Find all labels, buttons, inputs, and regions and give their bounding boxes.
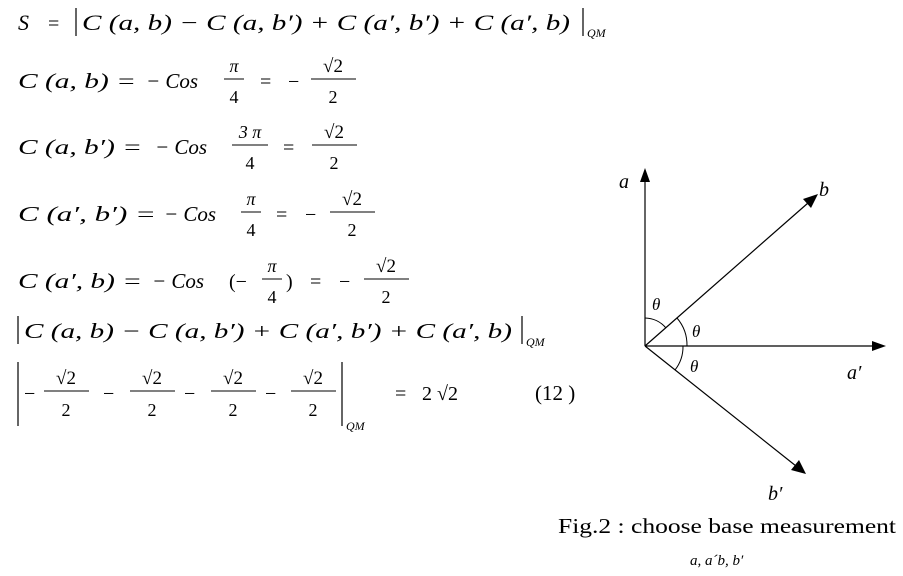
eq2-operator: − Cos	[146, 69, 199, 93]
equation-line-4	[18, 189, 375, 240]
axis-a-prime-label: a′	[847, 362, 862, 384]
axis-b-label: b	[819, 179, 829, 201]
eq5-frac1-numerator: π	[267, 256, 277, 276]
eq2-frac2-denominator: 2	[328, 87, 338, 107]
eq7-term2-denominator: 2	[147, 400, 157, 420]
eq3-lhs: C (a, b′) =	[18, 135, 142, 159]
eq4-sign: −	[305, 204, 317, 226]
eq7-term4-numerator: √2	[303, 368, 323, 389]
eq2-sign: −	[288, 71, 300, 93]
eq7-term1-sign: −	[24, 383, 36, 405]
equation-line-7	[18, 362, 575, 433]
eq3-frac2-numerator: √2	[324, 122, 344, 143]
axis-b-prime-label: b′	[768, 483, 783, 505]
eq1-subscript: QM	[587, 26, 606, 40]
measurement-axes-diagram	[558, 168, 896, 569]
eq3-frac1-denominator: 4	[245, 153, 255, 173]
eq5-equals: =	[310, 271, 322, 293]
theta-label-3: θ	[690, 357, 699, 376]
figure-caption-sub: a, a´b, b′	[690, 553, 744, 569]
eq5-frac1-denominator: 4	[267, 287, 277, 307]
eq4-lhs: C (a′, b′) =	[18, 202, 156, 226]
eq5-close-paren: )	[286, 271, 293, 293]
eq5-frac2-denominator: 2	[381, 287, 391, 307]
axis-a-arrowhead	[640, 168, 650, 182]
eq7-subscript: QM	[346, 419, 365, 433]
eq6-expression: C (a, b) − C (a, b′) + C (a′, b′) + C (a′, b)	[24, 319, 512, 343]
eq5-open-paren: (−	[229, 271, 247, 293]
eq2-frac1-denominator: 4	[229, 87, 239, 107]
axis-a-prime-arrowhead	[872, 341, 886, 351]
axis-b-prime-arrowhead	[791, 460, 806, 474]
eq4-frac1-numerator: π	[246, 189, 256, 209]
eq4-frac1-denominator: 4	[246, 220, 256, 240]
eq4-operator: − Cos	[164, 202, 217, 226]
eq7-result: 2 √2	[422, 383, 458, 405]
eq3-frac2-denominator: 2	[329, 153, 339, 173]
axis-a-label: a	[619, 171, 629, 193]
eq7-term1-denominator: 2	[61, 400, 71, 420]
eq7-term2-sign: −	[103, 383, 115, 405]
eq7-term4-denominator: 2	[308, 400, 318, 420]
eq5-frac2-numerator: √2	[376, 256, 396, 277]
eq2-equals: =	[260, 71, 272, 93]
equation-line-2	[18, 56, 356, 107]
eq5-operator: − Cos	[152, 269, 205, 293]
eq7-equals: =	[395, 383, 407, 405]
equation-line-1	[18, 8, 607, 40]
equation-line-3	[18, 122, 357, 173]
eq1-expression: C (a, b) − C (a, b′) + C (a′, b′) + C (a′, b)	[82, 10, 570, 35]
theta-label-2: θ	[692, 322, 701, 341]
eq7-term1-numerator: √2	[56, 368, 76, 389]
eq3-equals: =	[283, 137, 295, 159]
eq1-equals: =	[48, 13, 60, 35]
eq2-frac1-numerator: π	[229, 56, 239, 76]
eq3-frac1-numerator: 3 π	[238, 122, 262, 142]
angle-arc-a-b	[645, 318, 666, 328]
eq5-sign: −	[339, 271, 351, 293]
equation-line-5	[18, 256, 409, 307]
eq7-term3-denominator: 2	[228, 400, 238, 420]
eq4-frac2-numerator: √2	[342, 189, 362, 210]
eq4-equals: =	[276, 204, 288, 226]
figure-caption: Fig.2 : choose base measurement	[558, 514, 897, 538]
eq3-operator: − Cos	[155, 135, 208, 159]
eq7-term3-numerator: √2	[223, 368, 243, 389]
angle-arc-a-prime-b-prime	[675, 346, 683, 370]
eq2-frac2-numerator: √2	[323, 56, 343, 77]
eq2-lhs: C (a, b) =	[18, 69, 136, 93]
eq7-equation-number: (12 )	[535, 381, 576, 405]
axis-b-prime-line	[645, 346, 796, 466]
eq6-subscript: QM	[526, 335, 545, 349]
eq7-term2-numerator: √2	[142, 368, 162, 389]
eq4-frac2-denominator: 2	[347, 220, 357, 240]
equation-line-6	[18, 316, 546, 349]
axis-b-line	[645, 203, 808, 346]
eq7-term3-sign: −	[184, 383, 196, 405]
theta-label-1: θ	[652, 295, 661, 314]
eq1-lhs: S	[18, 10, 29, 35]
eq5-lhs: C (a′, b) =	[18, 269, 142, 293]
eq7-term4-sign: −	[265, 383, 277, 405]
angle-arc-b-a-prime	[677, 318, 687, 346]
